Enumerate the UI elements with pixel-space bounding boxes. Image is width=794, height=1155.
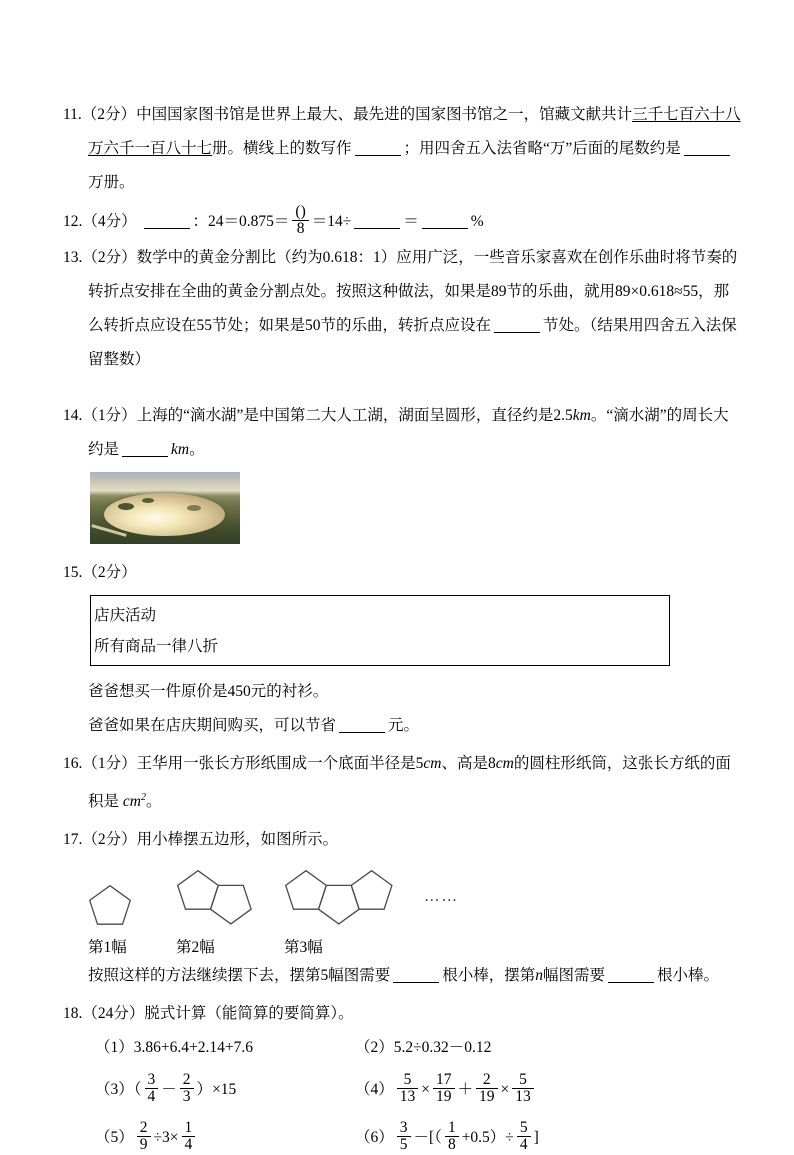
calc-item-6 bbox=[355, 1119, 742, 1155]
fraction-denominator: 8 bbox=[447, 1136, 456, 1154]
question-17 bbox=[63, 823, 742, 993]
fraction-denominator: 19 bbox=[436, 1088, 452, 1106]
question-11 bbox=[63, 98, 742, 200]
fraction bbox=[445, 1120, 459, 1153]
answer-blank bbox=[494, 320, 540, 333]
question-number: 18.（24分） bbox=[63, 1005, 145, 1023]
answer-blank bbox=[684, 143, 730, 156]
variable-n: n bbox=[535, 967, 544, 985]
question-text: 用小棒摆五边形，如图所示。 bbox=[136, 831, 339, 849]
question-text: 爸爸如果在店庆期间购买，可以节省 bbox=[88, 717, 337, 734]
fraction-numerator: 2 bbox=[180, 1072, 194, 1089]
fraction-numerator: 5 bbox=[512, 1072, 534, 1089]
question-15-label bbox=[63, 556, 742, 590]
fraction-numerator: 17 bbox=[433, 1072, 455, 1089]
pentagon-figures-row bbox=[63, 867, 742, 957]
item-number: （6） bbox=[355, 1129, 394, 1147]
calc-item-4 bbox=[355, 1071, 742, 1107]
question-text: % bbox=[470, 213, 484, 230]
fraction bbox=[137, 1120, 151, 1153]
question-text: 根小棒，摆第 bbox=[442, 967, 536, 985]
fraction-denominator: 3 bbox=[182, 1088, 191, 1106]
answer-blank bbox=[339, 720, 385, 733]
fraction bbox=[517, 1120, 531, 1153]
fraction bbox=[397, 1072, 419, 1105]
fraction-denominator: 8 bbox=[296, 219, 305, 237]
question-text: ＝14÷ bbox=[311, 213, 352, 230]
calc-item-3 bbox=[95, 1071, 355, 1107]
promo-line-2: 所有商品一律八折 bbox=[94, 638, 219, 655]
question-17-intro bbox=[63, 823, 742, 857]
answer-blank bbox=[422, 216, 468, 229]
calc-item-2 bbox=[355, 1037, 742, 1059]
fraction-denominator: 19 bbox=[479, 1088, 495, 1106]
fraction bbox=[180, 1072, 194, 1105]
unit-cm: cm bbox=[495, 755, 514, 772]
fraction-numerator: 1 bbox=[182, 1120, 196, 1137]
question-text: 数学中的黄金分割比（约为0.618：1）应用广泛，一些音乐家喜欢在创作乐曲时将节奏的转折点安排在全曲的黄金分割点处。按照这种做法，如果是89节的乐曲，就用89×0.618≈55，那么转折点应设在55节处；如果是50节的乐曲，转折点应设在 bbox=[88, 249, 738, 334]
question-text: 根小棒。 bbox=[657, 967, 720, 985]
figure-2-label: 第2幅 bbox=[176, 939, 215, 957]
dishui-lake-photo bbox=[90, 472, 240, 544]
question-text: 幅图需要 bbox=[543, 967, 606, 985]
question-text: ：24＝0.875＝ bbox=[192, 213, 290, 230]
item-number: （3） bbox=[95, 1081, 134, 1099]
fraction-denominator: 5 bbox=[399, 1136, 408, 1154]
fraction bbox=[512, 1072, 534, 1105]
lake-island bbox=[118, 503, 134, 510]
fraction-denominator: 4 bbox=[184, 1136, 193, 1154]
expression: 5.2÷0.32－0.12 bbox=[393, 1039, 492, 1057]
question-17-followup bbox=[63, 959, 742, 993]
expression: （ bbox=[133, 1081, 142, 1099]
answer-blank bbox=[144, 216, 190, 229]
lake-island bbox=[142, 498, 154, 503]
lake-shape bbox=[104, 493, 225, 536]
question-15-text-2 bbox=[63, 709, 742, 743]
question-text: 册。横线上的数写作 bbox=[212, 140, 352, 157]
question-text: 元。 bbox=[388, 717, 420, 734]
question-text: 按照这样的方法继续摆下去，摆第5幅图需要 bbox=[88, 967, 391, 985]
calc-item-5 bbox=[95, 1119, 355, 1155]
answer-blank bbox=[355, 143, 401, 156]
promo-line-1: 店庆活动 bbox=[94, 607, 157, 624]
calc-item-1 bbox=[95, 1037, 355, 1059]
question-number: 16.（1分） bbox=[63, 755, 137, 772]
question-text: ；用四舍五入法省略“万”后面的尾数约是 bbox=[403, 140, 681, 157]
question-14 bbox=[63, 399, 742, 544]
calculation-grid bbox=[63, 1037, 742, 1155]
fraction-numerator: 3 bbox=[397, 1120, 411, 1137]
answer-blank bbox=[122, 444, 168, 457]
question-number: 15.（2分） bbox=[63, 564, 137, 581]
fraction-numerator: 5 bbox=[517, 1120, 531, 1137]
figure-1 bbox=[88, 883, 132, 957]
question-13 bbox=[63, 241, 742, 377]
question-13-text bbox=[63, 241, 742, 377]
fraction bbox=[145, 1072, 159, 1105]
fraction bbox=[433, 1072, 455, 1105]
question-16-text bbox=[63, 747, 742, 819]
answer-blank bbox=[608, 970, 654, 983]
question-text: 的圆柱形纸筒，这张长方纸的面积是 bbox=[88, 755, 731, 811]
figure-2 bbox=[176, 867, 254, 957]
underlined-number: 三千七百六十八万六千一百八十七 bbox=[88, 106, 741, 157]
fraction-numerator: 5 bbox=[397, 1072, 419, 1089]
question-text: 。“滴水湖”的周长大约是 bbox=[88, 407, 729, 458]
item-number: （1） bbox=[95, 1039, 134, 1057]
expression: ＋ bbox=[457, 1081, 474, 1099]
question-12-text bbox=[63, 202, 742, 239]
unit-cm: cm bbox=[423, 755, 442, 772]
ellipsis-dots: …… bbox=[424, 888, 459, 906]
question-number: 11.（2分） bbox=[63, 106, 137, 123]
question-text: 。 bbox=[145, 793, 162, 811]
question-text: 节处。（结果用四舍五入法保留整数） bbox=[88, 317, 737, 368]
figure-1-label: 第1幅 bbox=[88, 939, 127, 957]
question-text: 万册。 bbox=[88, 174, 135, 191]
unit-km: km bbox=[572, 407, 591, 424]
superscript-2: 2 bbox=[140, 792, 146, 803]
fraction bbox=[397, 1120, 411, 1153]
question-11-text bbox=[63, 98, 742, 200]
fraction-denominator: 4 bbox=[147, 1088, 156, 1106]
expression: ×15 bbox=[212, 1081, 237, 1099]
item-number: （2） bbox=[355, 1039, 394, 1057]
unit-cm2: $cm^2$ bbox=[122, 792, 146, 811]
expression: ÷3× bbox=[153, 1129, 179, 1147]
fraction bbox=[182, 1120, 196, 1153]
figure-3 bbox=[284, 867, 394, 957]
fraction bbox=[476, 1072, 498, 1105]
promo-box bbox=[90, 595, 670, 666]
question-18-header bbox=[63, 997, 742, 1031]
question-12 bbox=[63, 202, 742, 239]
item-number: （5） bbox=[95, 1129, 134, 1147]
fraction-numerator: 1 bbox=[445, 1120, 459, 1137]
expression: ） bbox=[196, 1081, 213, 1099]
item-number: （4） bbox=[355, 1081, 394, 1099]
pentagon-figure-2 bbox=[176, 867, 254, 929]
answer-blank bbox=[393, 970, 439, 983]
fraction-numerator: 2 bbox=[137, 1120, 151, 1137]
question-text: 脱式计算（能简算的要简算）。 bbox=[144, 1005, 354, 1023]
question-text: ＝ bbox=[403, 213, 419, 230]
expression: × bbox=[421, 1081, 431, 1099]
lake-island bbox=[187, 505, 201, 511]
question-text: 上海的“滴水湖”是中国第二大人工湖，湖面呈圆形，直径约是2.5 bbox=[136, 407, 573, 424]
fraction bbox=[292, 204, 308, 237]
expression: × bbox=[500, 1081, 510, 1099]
fraction-denominator: 13 bbox=[399, 1088, 416, 1106]
fraction-numerator: 3 bbox=[145, 1072, 159, 1089]
fraction-denominator: 13 bbox=[515, 1088, 531, 1106]
answer-blank bbox=[354, 216, 400, 229]
pentagon-figure-3 bbox=[284, 867, 394, 929]
expression: － bbox=[161, 1081, 177, 1099]
figure-3-label: 第3幅 bbox=[284, 939, 323, 957]
fraction-denominator: 9 bbox=[139, 1136, 148, 1154]
expression: 3.86+6.4+2.14+7.6 bbox=[133, 1039, 253, 1057]
pentagon-figure-1 bbox=[88, 883, 132, 929]
question-text: 王华用一张长方形纸围成一个底面半径是5 bbox=[136, 755, 424, 772]
fraction-denominator: 4 bbox=[519, 1136, 528, 1154]
expression: +0.5）÷ bbox=[461, 1129, 514, 1147]
question-text: 。 bbox=[189, 441, 205, 458]
question-15 bbox=[63, 556, 742, 743]
expression: ] bbox=[533, 1129, 539, 1147]
question-number: 14.（1分） bbox=[63, 407, 137, 424]
question-number: 17.（2分） bbox=[63, 831, 137, 849]
question-16 bbox=[63, 747, 742, 819]
question-number: 13.（2分） bbox=[63, 249, 137, 266]
unit-km: km bbox=[171, 441, 190, 458]
question-text: 、高是8 bbox=[441, 755, 496, 772]
expression: －[（ bbox=[413, 1129, 442, 1147]
question-18 bbox=[63, 997, 742, 1155]
question-text: 中国国家图书馆是世界上最大、最先进的国家图书馆之一，馆藏文献共计 bbox=[136, 106, 633, 123]
fraction-numerator: () bbox=[292, 204, 308, 221]
question-15-text-1: 爸爸想买一件原价是450元的衬衫。 bbox=[88, 683, 329, 700]
fraction-numerator: 2 bbox=[476, 1072, 498, 1089]
question-number: 12.（4分） bbox=[63, 213, 137, 230]
question-14-text bbox=[63, 399, 742, 467]
